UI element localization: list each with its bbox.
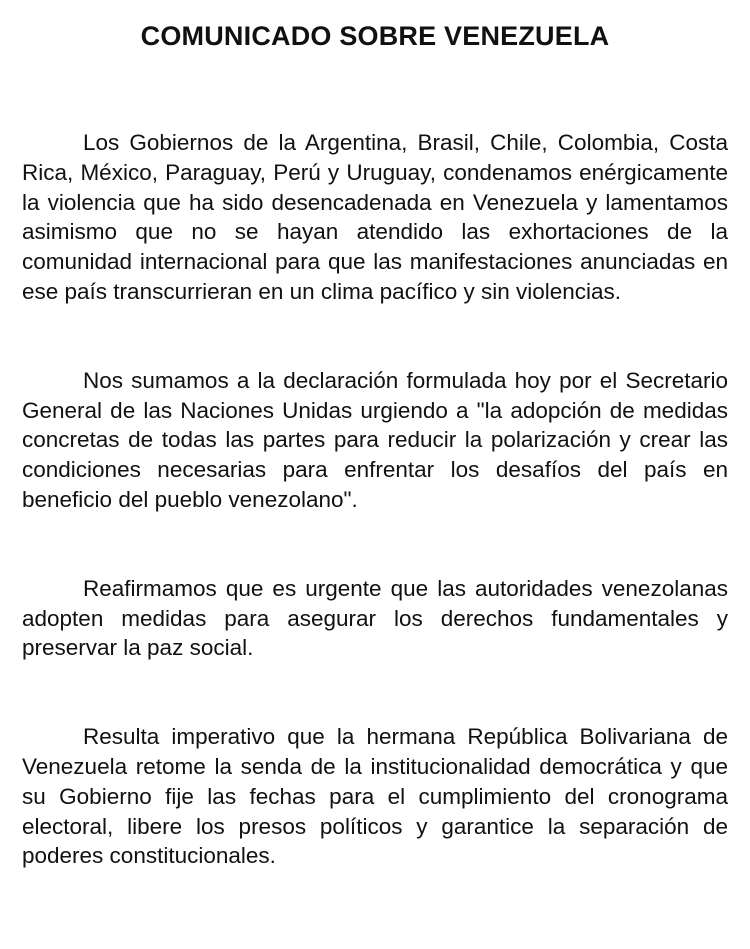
paragraph-un-declaration: Nos sumamos a la declaración formulada hoy por el Secretario General de las Naciones Unidas urgiendo a "la adopción de medidas concretas de todas las partes para reducir la polarización y crear las condiciones necesarias para enfrentar los desafíos del país en beneficio del pueblo venezolano". [22, 367, 728, 512]
paragraph-condemnation: Los Gobiernos de la Argentina, Brasil, Chile, Colombia, Costa Rica, México, Paraguay, Perú y Uruguay, condenamos enérgicamente la violencia que ha sido desencadenada en Venezuela y lamentamos asimismo que no se hayan atendido las exhortaciones de la comunidad internacional para que las manifestaciones anunciadas en ese país transcurrieran en un clima pacífico y sin violencias. [22, 130, 728, 304]
paragraph-urgent-measures: Reafirmamos que es urgente que las autoridades venezolanas adopten medidas para asegurar los derechos fundamentales y preservar la paz social. [22, 575, 728, 661]
document-title: COMUNICADO SOBRE VENEZUELA [140, 21, 610, 51]
paragraph-electoral-timeline: Resulta imperativo que la hermana República Bolivariana de Venezuela retome la senda de la institucionalidad democrática y que su Gobierno fije las fechas para el cumplimiento del cronograma electoral, libere los presos políticos y garantice la separación de poderes constitucionales. [22, 724, 728, 869]
document-page [22, 14, 728, 871]
